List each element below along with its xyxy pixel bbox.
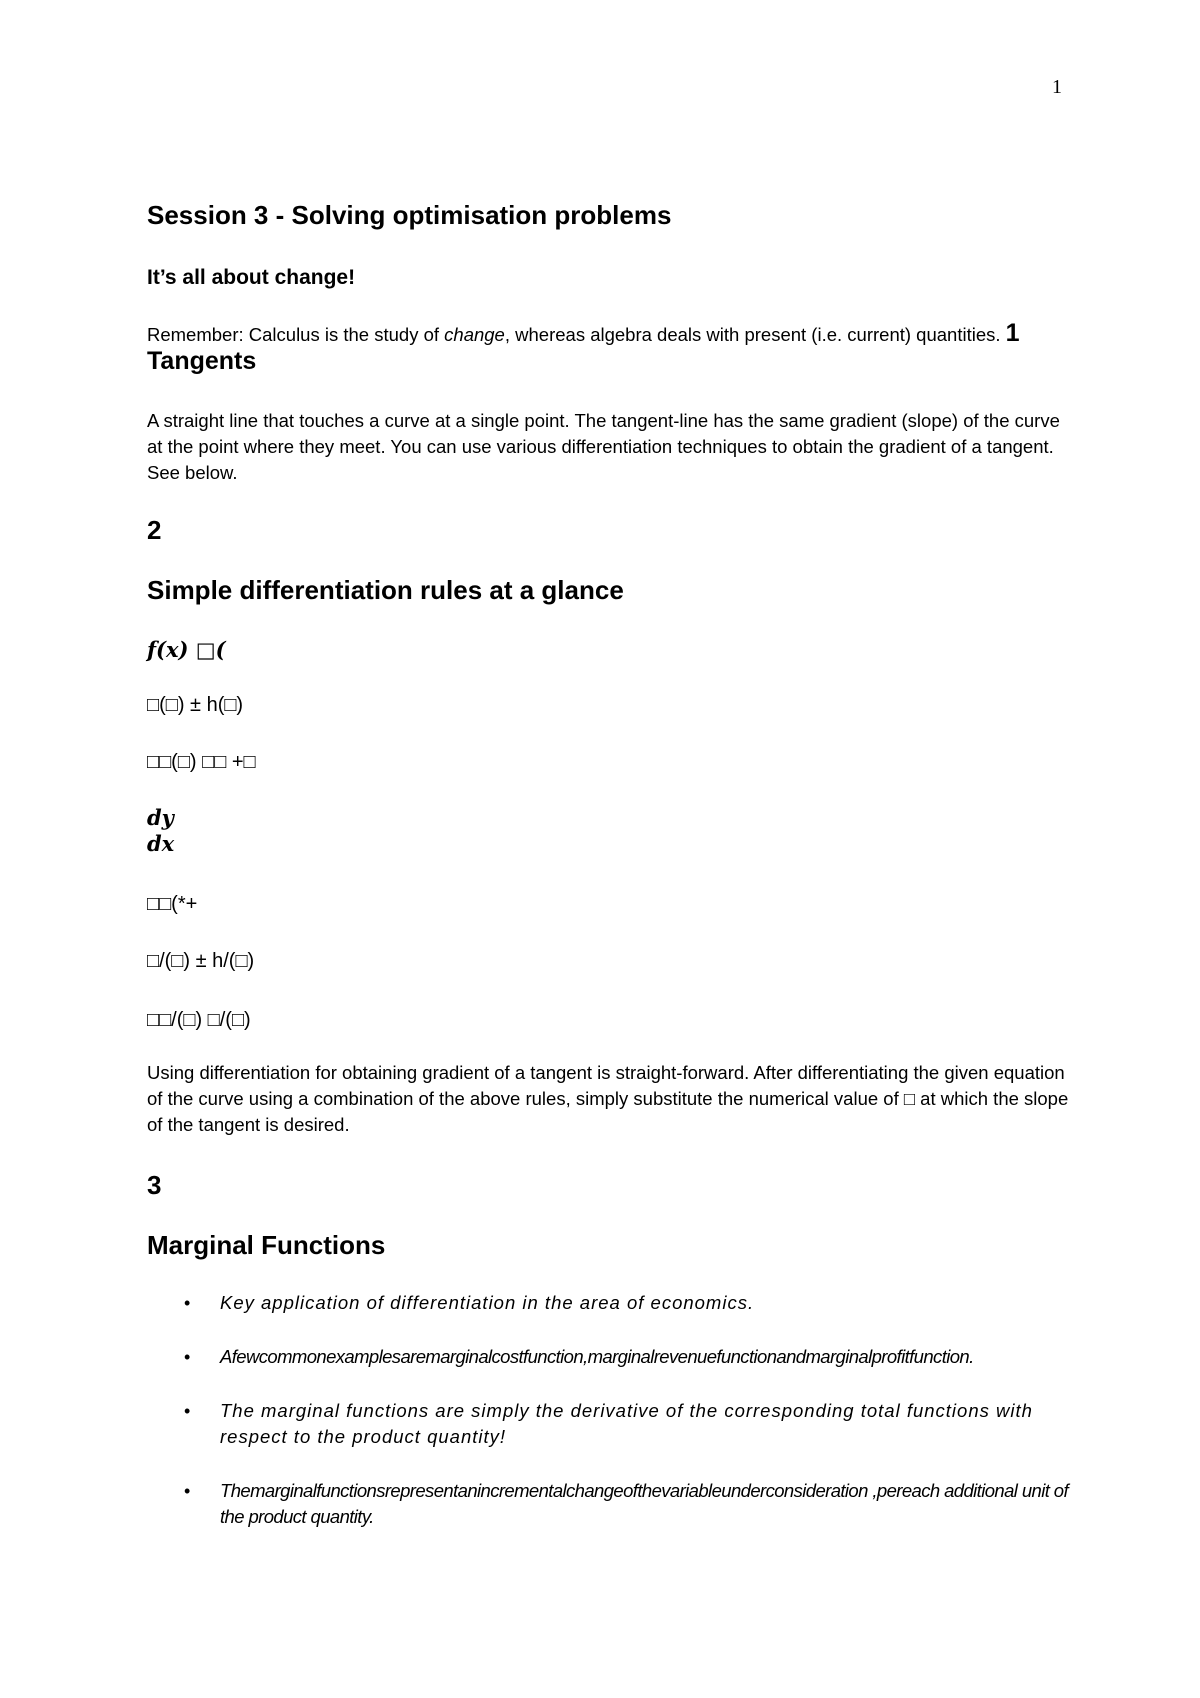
list-item (147, 1478, 1077, 1530)
list-item-text: Afewcommonexamplesaremarginalcostfunction,marginalrevenuefunctionandmarginalprofitfunction. (220, 1346, 974, 1367)
dx-text: 𝒅𝒙 (147, 831, 175, 856)
formula-derivative-product: □□/(□) □/(□) (147, 1009, 251, 1031)
formula-dx (147, 831, 174, 857)
page-title: Session 3 - Solving optimisation problems (147, 200, 672, 230)
formula-f-of-x (147, 637, 226, 663)
remember-paragraph (147, 320, 1077, 376)
bullet-icon: • (184, 1293, 192, 1313)
remember-emphasis: change (444, 324, 505, 345)
list-item (147, 1290, 1077, 1316)
marginal-functions-list (147, 1290, 1077, 1558)
formula-text: 𝒇(𝒙) □( (147, 637, 226, 662)
using-differentiation-paragraph: Using differentiation for obtaining gradient of a tangent is straight-forward. After differentiating the given equation of the curve using a combination of the above rules, simply substitute the numerical value of □ at which the slope of the tangent is desired. (147, 1062, 1069, 1135)
tangent-paragraph: A straight line that touches a curve at a single point. The tangent-line has the same gradient (slope) of the curve at the point where they meet. You can use various differentiation techniques to obtain the gradient of a tangent. See below. (147, 410, 1060, 483)
list-item-text: Themarginalfunctionsrepresentanincrementalchangeofthevariableunderconsideration ,pereach additional unit of the product quantity. (220, 1480, 1069, 1527)
list-item (147, 1344, 1077, 1370)
section-number-3: 3 (147, 1170, 162, 1200)
formula-derivative-power: □□(*+ (147, 893, 198, 915)
list-item-text: The marginal functions are simply the derivative of the corresponding total functions with respect to the product quantity! (220, 1400, 1033, 1447)
list-item (147, 1398, 1077, 1450)
page-number: 1 (1052, 76, 1062, 98)
section-number-2: 2 (147, 515, 162, 545)
formula-derivative-sum: □/(□) ± h/(□) (147, 950, 255, 972)
subtitle: It’s all about change! (147, 266, 356, 289)
bullet-icon: • (184, 1347, 190, 1367)
section-title-marginal-functions: Marginal Functions (147, 1230, 386, 1260)
list-item-text: Key application of differentiation in the area of economics. (220, 1292, 755, 1313)
section-title-differentiation-rules: Simple differentiation rules at a glance (147, 575, 624, 605)
tangents-heading: 1 Tangents (147, 319, 1020, 375)
bullet-icon: • (184, 1481, 190, 1501)
bullet-icon: • (184, 1401, 192, 1421)
remember-text-end: , whereas algebra deals with present (i.e. current) quantities. (504, 324, 1006, 345)
remember-text: Remember: Calculus is the study of (147, 324, 445, 345)
formula-dy (147, 805, 174, 831)
formula-product: □□(□) □□ +□ (147, 751, 256, 773)
formula-sum-rule: □(□) ± h(□) (147, 694, 244, 716)
dy-text: 𝒅𝒚 (147, 805, 174, 830)
